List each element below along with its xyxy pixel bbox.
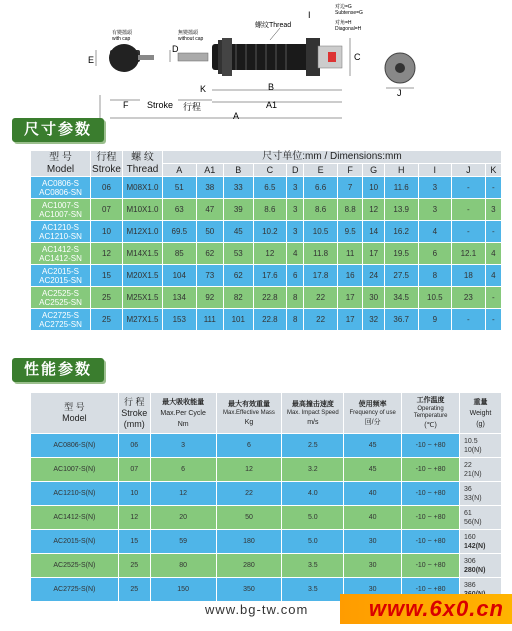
dim-value-cell: 33 [224, 177, 254, 199]
dim-value-cell: 17.8 [304, 265, 338, 287]
thread-cell: M08X1.0 [123, 177, 163, 199]
temp-cell: -10 ~ +80 [402, 530, 460, 554]
freq-cell: 30 [344, 554, 402, 578]
dim-value-cell: 10.5 [304, 221, 338, 243]
dim-value-cell: 14 [363, 221, 385, 243]
label-f: F [123, 100, 129, 110]
dim-value-cell: 19.5 [384, 243, 418, 265]
dim-value-cell: 12 [253, 243, 287, 265]
mass-cell: 280 [216, 554, 282, 578]
dims-col-header: A1 [196, 164, 223, 177]
model-cell: AC2015-S(N) [31, 530, 119, 554]
dims-col-header: G [363, 164, 385, 177]
mass-cell: 350 [216, 578, 282, 602]
table-row [31, 221, 502, 243]
speed-cell: 3.5 [282, 578, 344, 602]
dim-value-cell: 39 [224, 199, 254, 221]
dims-col-header: F [337, 164, 363, 177]
dim-value-cell: 6 [418, 243, 452, 265]
footer-brand: www.6x0.cn [340, 594, 512, 624]
table-row [31, 506, 502, 530]
footer-url: www.bg-tw.com [205, 602, 309, 617]
label-a1: A1 [266, 100, 278, 110]
label-j: J [397, 88, 402, 98]
model-cell: AC2015-S AC2015-SN [31, 265, 91, 287]
model-cell: AC0806-S(N) [31, 434, 119, 458]
subtense-label: 对边=G Subtense=G [335, 4, 363, 16]
dim-value-cell: 27.5 [384, 265, 418, 287]
perf-mass-header: 最大有效重量 Max.Effective Mass Kg [216, 393, 282, 434]
mass-cell: 12 [216, 458, 282, 482]
dim-value-cell: 92 [196, 287, 223, 309]
stroke-cell: 07 [91, 199, 123, 221]
dim-value-cell: - [485, 221, 501, 243]
dim-value-cell: 22.8 [253, 309, 287, 331]
dim-value-cell: 62 [224, 265, 254, 287]
perf-stroke-header: 行 程 Stroke (mm) [118, 393, 150, 434]
temp-cell: -10 ~ +80 [402, 554, 460, 578]
stroke-header: 行程 Stroke [92, 151, 121, 175]
stroke-cell: 06 [118, 434, 150, 458]
stroke-cell: 25 [118, 554, 150, 578]
table-row [31, 309, 502, 331]
dim-value-cell: 18 [452, 265, 486, 287]
dim-value-cell: 12 [363, 199, 385, 221]
perf-energy-header: 最大吸收能量 Max.Per Cycle Nm [150, 393, 216, 434]
thread-label: 螺纹Thread [255, 22, 292, 29]
temp-cell: -10 ~ +80 [402, 506, 460, 530]
model-cell: AC1210-S(N) [31, 482, 119, 506]
table-row [31, 458, 502, 482]
diagonal-label: 对角=H Diagonal=H [335, 20, 362, 32]
speed-cell: 3.5 [282, 554, 344, 578]
dim-value-cell: 82 [224, 287, 254, 309]
dim-value-cell: 6.6 [304, 177, 338, 199]
mass-cell: 180 [216, 530, 282, 554]
without-cap-label: 無變擋頭 without cap [178, 30, 204, 42]
with-cap-label: 有變擋頭 with cap [112, 30, 133, 42]
dim-value-cell: 9.5 [337, 221, 363, 243]
dim-value-cell: 3 [418, 199, 452, 221]
energy-cell: 20 [150, 506, 216, 530]
label-i: I [308, 10, 311, 20]
energy-cell: 59 [150, 530, 216, 554]
speed-cell: 5.0 [282, 530, 344, 554]
model-cell: AC2725-S AC2725-SN [31, 309, 91, 331]
speed-cell: 2.5 [282, 434, 344, 458]
weight-cell: 386 [460, 578, 502, 602]
dims-col-header: H [384, 164, 418, 177]
dim-value-cell: 3 [287, 177, 304, 199]
dim-value-cell: 134 [163, 287, 197, 309]
dim-value-cell: - [485, 287, 501, 309]
dims-body [31, 177, 502, 331]
perf-speed-header: 最高撞击速度 Max. Impact Speed m/s [282, 393, 344, 434]
dim-value-cell: 45 [224, 221, 254, 243]
model-cell: AC1007-S AC1007-SN [31, 199, 91, 221]
stroke-cell: 15 [91, 265, 123, 287]
weight-cell: 10.5 10(N) [460, 434, 502, 458]
dim-value-cell: 36.7 [384, 309, 418, 331]
speed-cell: 3.2 [282, 458, 344, 482]
perf-freq-header: 使用频率 Frequency of use 回/分 [344, 393, 402, 434]
dim-value-cell: 16 [337, 265, 363, 287]
thread-cell: M14X1.5 [123, 243, 163, 265]
dim-value-cell: 101 [224, 309, 254, 331]
energy-cell: 150 [150, 578, 216, 602]
dim-value-cell: 11 [337, 243, 363, 265]
energy-cell: 6 [150, 458, 216, 482]
dims-col-header: B [224, 164, 254, 177]
stroke-cell: 12 [91, 243, 123, 265]
weight-cell: 36 33(N) [460, 482, 502, 506]
speed-cell: 5.0 [282, 506, 344, 530]
freq-cell: 45 [344, 458, 402, 482]
dims-col-header: D [287, 164, 304, 177]
dim-value-cell: 10 [363, 177, 385, 199]
temp-cell: -10 ~ +80 [402, 434, 460, 458]
stroke-cell: 10 [91, 221, 123, 243]
dimensions-title: 尺寸参数 [12, 118, 104, 142]
perf-temp-header: 工作温度 Operating Temperature (℃) [402, 393, 460, 434]
dim-value-cell: - [452, 177, 486, 199]
label-d: D [172, 44, 179, 54]
energy-cell: 12 [150, 482, 216, 506]
table-row [31, 287, 502, 309]
table-row [31, 265, 502, 287]
dim-value-cell: - [485, 309, 501, 331]
product-diagram [0, 0, 512, 122]
dim-value-cell: - [452, 221, 486, 243]
model-header: 型 号 Model [31, 151, 91, 177]
dim-value-cell: 47 [196, 199, 223, 221]
model-cell: AC1412-S AC1412-SN [31, 243, 91, 265]
dim-value-cell: 34.5 [384, 287, 418, 309]
stroke-cell: 06 [91, 177, 123, 199]
label-a: A [233, 111, 240, 121]
dim-value-cell: 8.6 [304, 199, 338, 221]
dim-value-cell: 10.2 [253, 221, 287, 243]
temp-cell: -10 ~ +80 [402, 482, 460, 506]
stroke-cell: 25 [91, 309, 123, 331]
performance-body [31, 434, 502, 602]
dim-value-cell: 17 [363, 243, 385, 265]
dim-value-cell: 16.2 [384, 221, 418, 243]
stroke-cell: 10 [118, 482, 150, 506]
dim-value-cell: 3 [287, 221, 304, 243]
dim-value-cell: 73 [196, 265, 223, 287]
label-e: E [88, 55, 95, 65]
dim-value-cell: 22 [304, 309, 338, 331]
dim-value-cell: 22 [304, 287, 338, 309]
weight-cell: 306 280(N) [460, 554, 502, 578]
dim-value-cell: 63 [163, 199, 197, 221]
dim-value-cell: 3 [418, 177, 452, 199]
dim-value-cell: - [452, 309, 486, 331]
dim-value-cell: 4 [485, 265, 501, 287]
freq-cell: 30 [344, 578, 402, 602]
dim-value-cell: 8 [287, 309, 304, 331]
model-cell: AC1210-S AC1210-SN [31, 221, 91, 243]
dim-value-cell: 10.5 [418, 287, 452, 309]
dim-value-cell: 62 [196, 243, 223, 265]
weight-cell: 22 21(N) [460, 458, 502, 482]
model-cell: AC1007-S(N) [31, 458, 119, 482]
dim-value-cell: 17 [337, 287, 363, 309]
dim-value-cell: 69.5 [163, 221, 197, 243]
label-b: B [268, 82, 275, 92]
stroke-en-label: Stroke [147, 100, 174, 110]
dims-col-header: K [485, 164, 501, 177]
dim-value-cell: 8.8 [337, 199, 363, 221]
dim-value-cell: 8 [287, 287, 304, 309]
dim-value-cell: 111 [196, 309, 223, 331]
label-k: K [200, 84, 207, 94]
thread-cell: M10X1.0 [123, 199, 163, 221]
freq-cell: 30 [344, 530, 402, 554]
dim-value-cell: 8.6 [253, 199, 287, 221]
dim-value-cell: 53 [224, 243, 254, 265]
mass-cell: 50 [216, 506, 282, 530]
thread-cell: M20X1.5 [123, 265, 163, 287]
dim-value-cell: 38 [196, 177, 223, 199]
dim-value-cell: 30 [363, 287, 385, 309]
dim-value-cell: 104 [163, 265, 197, 287]
freq-cell: 40 [344, 506, 402, 530]
dim-value-cell: 11.8 [304, 243, 338, 265]
table-row [31, 554, 502, 578]
dim-value-cell: 3 [485, 199, 501, 221]
dims-col-header: J [452, 164, 486, 177]
model-cell: AC1412-S(N) [31, 506, 119, 530]
stroke-cell: 07 [118, 458, 150, 482]
dim-value-cell: 23 [452, 287, 486, 309]
table-row [31, 434, 502, 458]
dims-col-header: C [253, 164, 287, 177]
dims-col-header: A [163, 164, 197, 177]
dim-value-cell: 153 [163, 309, 197, 331]
perf-model-header: 型 号 Model [31, 393, 119, 434]
dim-value-cell: 22.8 [253, 287, 287, 309]
stroke-cell: 25 [118, 578, 150, 602]
perf-weight-header: 重量 Weight (g) [460, 393, 502, 434]
dim-value-cell: 13.9 [384, 199, 418, 221]
stroke-cell: 15 [118, 530, 150, 554]
speed-cell: 4.0 [282, 482, 344, 506]
dim-value-cell: 50 [196, 221, 223, 243]
weight-cell: 61 56(N) [460, 506, 502, 530]
thread-header: 螺 纹 Thread [123, 151, 163, 177]
dim-value-cell: 7 [337, 177, 363, 199]
table-row [31, 243, 502, 265]
dims-col-header: I [418, 164, 452, 177]
model-cell: AC2525-S(N) [31, 554, 119, 578]
model-cell: AC0806-S AC0806-SN [31, 177, 91, 199]
dimensions-table [30, 150, 502, 331]
dim-value-cell: 11.6 [384, 177, 418, 199]
dim-value-cell: 3 [287, 199, 304, 221]
dim-value-cell: 4 [485, 243, 501, 265]
stroke-cell: 25 [91, 287, 123, 309]
energy-cell: 3 [150, 434, 216, 458]
dims-col-header: E [304, 164, 338, 177]
dim-value-cell: 12.1 [452, 243, 486, 265]
performance-table [30, 392, 502, 602]
freq-cell: 45 [344, 434, 402, 458]
table-row [31, 482, 502, 506]
dim-value-cell: - [485, 177, 501, 199]
mass-cell: 6 [216, 434, 282, 458]
dim-value-cell: 8 [418, 265, 452, 287]
dim-value-cell: 4 [287, 243, 304, 265]
stroke-cn-label: 行程 [183, 102, 202, 112]
temp-cell: -10 ~ +80 [402, 578, 460, 602]
stroke-cell: 12 [118, 506, 150, 530]
energy-cell: 80 [150, 554, 216, 578]
table-row [31, 530, 502, 554]
dim-value-cell: 85 [163, 243, 197, 265]
mass-cell: 22 [216, 482, 282, 506]
model-cell: AC2525-S AC2525-SN [31, 287, 91, 309]
dim-value-cell: 9 [418, 309, 452, 331]
table-row [31, 199, 502, 221]
freq-cell: 40 [344, 482, 402, 506]
label-c: C [354, 52, 361, 62]
weight-cell: 160 142(N) [460, 530, 502, 554]
dim-value-cell: - [452, 199, 486, 221]
table-row [31, 177, 502, 199]
performance-title: 性能参数 [12, 358, 104, 382]
dim-value-cell: 6 [287, 265, 304, 287]
thread-cell: M25X1.5 [123, 287, 163, 309]
dim-value-cell: 17 [337, 309, 363, 331]
dim-value-cell: 17.6 [253, 265, 287, 287]
dim-value-cell: 6.5 [253, 177, 287, 199]
dim-value-cell: 4 [418, 221, 452, 243]
dim-value-cell: 51 [163, 177, 197, 199]
model-cell: AC2725-S(N) [31, 578, 119, 602]
thread-cell: M12X1.0 [123, 221, 163, 243]
dim-value-cell: 24 [363, 265, 385, 287]
dim-value-cell: 32 [363, 309, 385, 331]
thread-cell: M27X1.5 [123, 309, 163, 331]
temp-cell: -10 ~ +80 [402, 458, 460, 482]
dims-title-header: 尺寸单位:mm / Dimensions:mm [163, 151, 502, 164]
shock-absorber-drawing [0, 0, 512, 122]
